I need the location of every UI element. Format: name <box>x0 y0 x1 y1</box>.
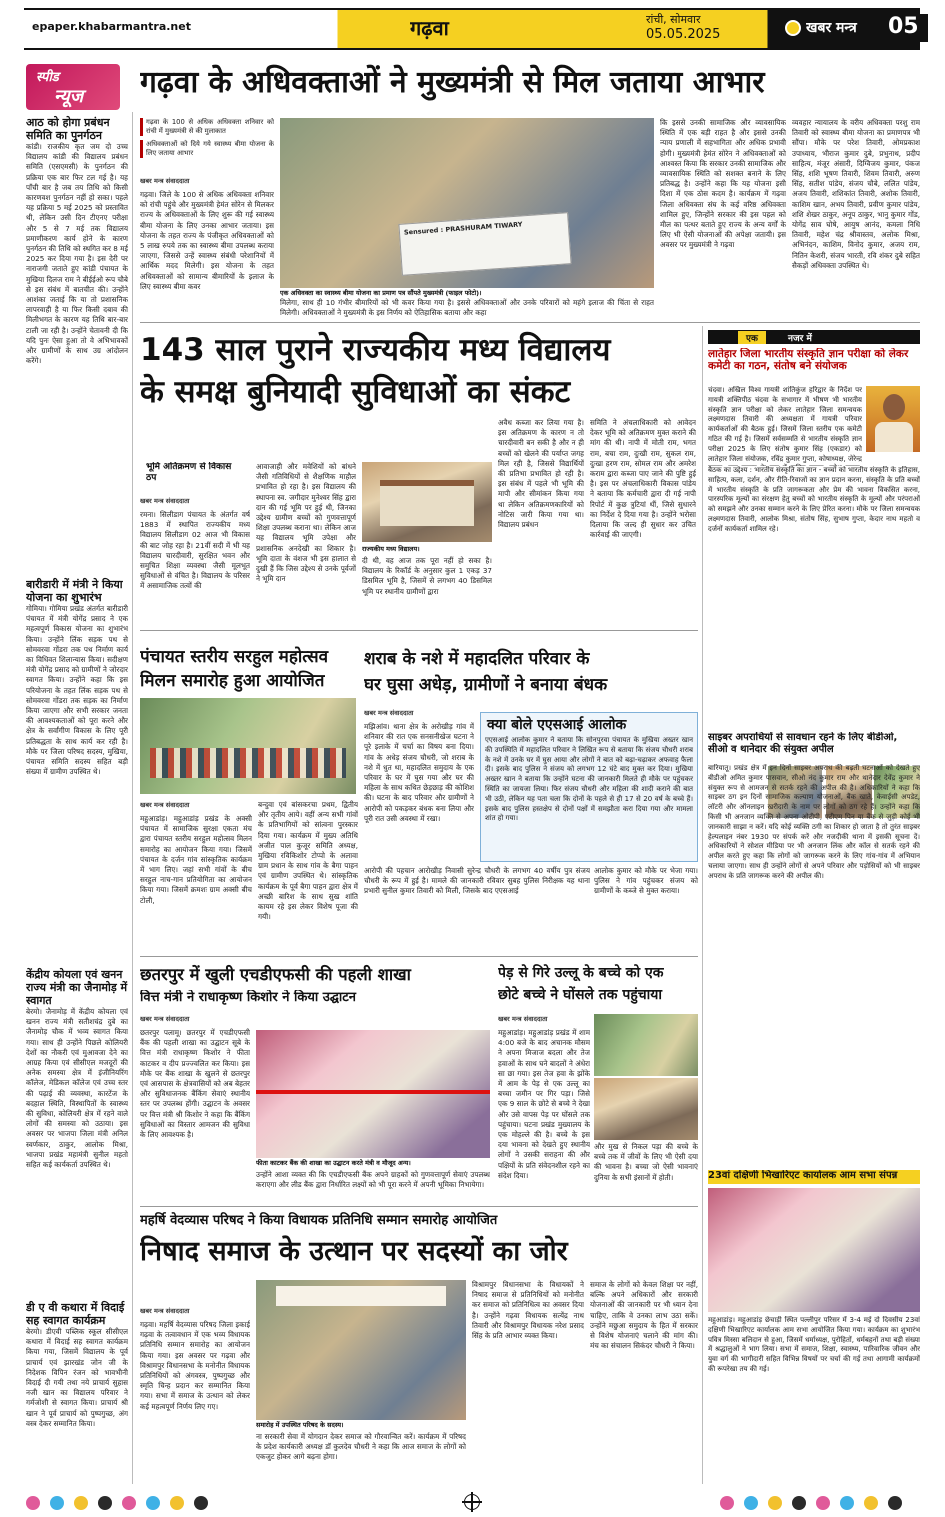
masthead-city-day: रांची, सोमवार <box>646 13 701 26</box>
nishad-kicker: महर्षि वेदव्यास परिषद ने किया विधायक प्रतिनिधि सम्मान समारोह आयोजित <box>140 1213 498 1228</box>
rule-under-hdfc <box>140 1206 698 1207</box>
color-dot <box>768 1496 782 1510</box>
school-building <box>380 480 474 526</box>
owl-headline-1[interactable]: पेड़ से गिरे उल्लू के बच्चे को एक <box>498 965 664 981</box>
color-dots-left <box>26 1496 226 1510</box>
color-dot <box>792 1496 806 1510</box>
color-dot <box>888 1496 902 1510</box>
asi-box-title: क्या बोले एएसआई आलोक <box>487 717 627 733</box>
assembly-photo[interactable] <box>708 1188 920 1312</box>
nishad-byline: खबर मन्त्र संवाददाता <box>140 1307 190 1315</box>
hdfc-byline: खबर मन्त्र संवाददाता <box>140 1015 190 1023</box>
liquor-body: मझिआंव। थाना क्षेत्र के अरोखीड़ गांव में शनिवार की रात एक सनसनीखेज घटना ने पूरे इलाके में चर्चा का विषय बना दिया। गांव के अधेड़ संजय चौधरी, जो शराब के नशे में धुत था, महादलित समुदाय के एक परिवार के घर में घुस गया और घर की महिला के साथ कथित छेड़छाड़ की कोशिश की। घटना के बाद परिवार और ग्रामीणों ने आरोपी को पकड़कर बंधक बना लिया और पूरी रात उसी अवस्था में रखा। <box>364 722 474 823</box>
asi-statement-box <box>480 712 698 862</box>
owl-photo-2[interactable] <box>594 1078 698 1140</box>
speed-news-logo <box>26 64 120 110</box>
portrait-head <box>883 394 905 420</box>
school-headline-1[interactable]: 143 साल पुराने राज्यकीय मध्य विद्यालय <box>140 332 611 368</box>
sarhul-byline: खबर मन्त्र संवाददाता <box>140 801 190 809</box>
school-photo-caption: राज्यकीय मध्य विद्यालय। <box>362 544 492 554</box>
owl-photo-1[interactable] <box>594 1014 698 1076</box>
sarhul-body: महुआडांड़। महुआडांड़ प्रखंड के अक्सी पंचायत में सामाजिक सुरक्षा एकता मंच द्वारा पंचायत स्तरीय सरहुल महोत्सव मिलन समारोह का आयोजन किया गया। जिसमें पंचायत के दर्जन गांव सांस्कृतिक कार्यक्रम में भाग लिए। जहां सभी गांवों के बीच सरहुल नाच-गान प्रतियोगिता का आयोजन किया गया। जिसमें क्रमशः ग्राम अक्सी बीच टोली, <box>140 814 252 905</box>
school-photo[interactable] <box>362 462 492 542</box>
school-subheading: भूमि अतिक्रमण से विकास ठप <box>146 462 232 483</box>
masthead-date: 05.05.2025 <box>646 27 721 42</box>
portrait-body <box>875 422 913 452</box>
color-dot <box>194 1496 208 1510</box>
sarhul-headline-2[interactable]: मिलन समारोह हुआ आयोजित <box>140 671 325 691</box>
color-dot <box>74 1496 88 1510</box>
liquor-body-2: आरोपी की पहचान आरोखीड़ निवासी सुरेन्द्र चौधरी के लगभग 40 वर्षीय पुत्र संजय चौधरी के रूप में हुई है। मामले की जानकारी रविवार सुबह पुलिस निरीक्षक यह थाना प्रभारी सुनील कुमार तिवारी को मिली, जिसके बाद एएसआई <box>364 866 590 896</box>
hdfc-under-photo: उन्होंने आशा व्यक्त की कि एचडीएफसी बैंक अपने ग्राहकों को गुणवत्तापूर्ण सेवाएं उपलब्ध कराएगा और लीड बैंक द्वारा निर्धारित लक्ष्यों को भी पूरा करने में अपनी भूमिका निभायेगा। <box>256 1170 490 1190</box>
color-dot <box>744 1496 758 1510</box>
nishad-col-3: विश्रामपुर विधानसभा के विधायकों ने निषाद समाज से प्रतिनिधियों को मनोनीत कर समाज को प्रतिनिधित्व का अवसर दिया है। उन्होंने गढ़वा विधायक सत्येंद्र नाथ तिवारी और विश्रामपुर विधायक नरेश प्रसाद सिंह के प्रति आभार व्यक्त किया। <box>472 1280 584 1341</box>
page-number: 05 <box>888 14 928 42</box>
rule-under-liquor <box>140 956 698 957</box>
owl-col-2: और मुख से निकल पड़ा की बच्चे के बच्चे तक में जीवों के लिए भी ऐसी दया की भावना है। बच्चा जो ऐसी भावनाएं दुनिया के सभी इंसानों में होती। <box>594 1142 698 1182</box>
dancers <box>150 748 346 778</box>
top-story-photo[interactable] <box>280 118 654 288</box>
banner <box>276 1286 446 1306</box>
masthead-url[interactable]: epaper.khabarmantra.net <box>32 20 191 33</box>
ek-nazar-right: नजर में <box>788 334 812 344</box>
sidebar-text-3: बेरमो। जैनामोड़ में केंद्रीय कोयला एवं खनन राज्य मंत्री सतीशचंद्र दुबे का जैनामोड़ चौक में भव्य स्वागत किया गया। साथ ही उन्होंने पिछले कोलियरी देशों का नौकरी एवं मुआवजा देने का आग्रह किया एवं सीसीएल मजदूरों की अनेक समस्या क्षेत्र में इंजीनियरिंग कॉलेज, मेडिकल कॉलेज एवं उच्च स्तर की पढ़ाई की व्यवस्था, कारटेंज के बदहाल स्थिति, विस्थापितों के स्वास्थ्य की सुविधा, कोलियरी क्षेत्र में रहने वाले लोगों की समस्या को उठाया। इस अवसर पर भाजपा जिला मंत्री अनिल स्वर्णकार, ठाकुर, आलोक मिश्रा, भाजपा प्रखंड महामंत्री सुनील महतो सहित कई कार्यकर्ता उपस्थित थे। <box>26 1007 128 1170</box>
ek-nazar-text-2: बारियातू। प्रखंड क्षेत्र में इन दिनों साइबर अपराध की बढ़ती घटनाओं को देखते हुए बीडीओ अमित कुमार पासवान, सीओ नंद कुमार राम और थानेदार देवेंद्र कुमार ने संयुक्त रूप से आमजन से सतर्क रहने की अपील की है। अधिकारियों ने कहा कि साइबर ठग इन दिनों सामाजिक कल्याण योजनाओं, बैंक खाते, केवाईसी अपडेट, लॉटरी और ऑनलाइन खरीदारी के नाम पर लोगों को ठग रहे हैं। उन्होंने कहा कि किसी भी अनजान व्यक्ति से अपना ओटीपी, एटीएम पिन या बैंक से जुड़ी कोई भी जानकारी साझा न करें। यदि कोई व्यक्ति ठगी का शिकार हो जाता है तो तुरंत साइबर हेल्पलाइन नंबर 1930 पर संपर्क करें और नजदीकी थाना में इसकी सूचना दें। अधिकारियों ने सोशल मीडिया पर भी अनजान लिंक और कॉल से सतर्क रहने की अपील करते हुए कहा कि लोगों को जागरूक करने के लिए गांव-गांव में अभियान चलाया जाएगा। साथ ही उन्होंने लोगों से अपने परिवार और पड़ोसियों को भी साइबर अपराध के प्रति जागरूक करने की अपील की। <box>708 764 920 880</box>
ek-nazar-text-1: चंदवा। अखिल विश्व गायत्री शांतिकुंज हरिद्वार के निर्देश पर गायत्री शक्तिपीठ चंदवा के सभागार में भीषण भी भारतीय संस्कृति ज्ञान परीक्षा को लेकर लातेहार जिला समन्वयक लक्ष्मणदास तिवारी की अध्यक्षता में गायत्री परिवार कार्यकर्ताओं की बैठक हुई। जिसमें जिला स्तरीय एक कमेटी गठित की गई है। जिसमें सर्वसम्मति से भारतीय संस्कृति ज्ञान परीक्षा 2025 के लिए संतोष कुमार सिंह (एकडार) को लातेहार जिला संयोजक, रविंद्र कुमार गुप्ता, कोषाध्यक्ष, जेरेन्द्र <box>708 386 862 463</box>
ek-nazar-text-3: महुआडांड़। महुआडांड़ छेचाड़ी स्थित पल्लीपुर परिसर में 3-4 मई दो दिवसीय 23वां दक्षिणी भिखारिएट कार्यालक आम सभा आयोजित किया गया। कार्यक्रम का शुभारंभ पवित्र मिस्सा बलिदान से हुआ, जिसमें धर्माध्यक्ष, पुरोहितों, धर्मबहनों तथा बड़ी संख्या में श्रद्धालुओं ने भाग लिया। सभा में समाज, शिक्षा, स्वास्थ्य, पारिवारिक जीवन और युवा वर्ग की भागीदारी सहित विभिन्न विषयों पर चर्चा की गई तथा आगामी कार्यक्रमों की रूपरेखा तय की गई। <box>708 1316 920 1373</box>
nishad-photo[interactable] <box>256 1280 466 1420</box>
top-bullet-1: गढ़वा के 100 से अधिक अधिवक्ता शनिवार को रांची में मुख्यमंत्री से की मुलाकात <box>140 118 274 136</box>
color-dot <box>26 1496 40 1510</box>
sidebar-text-2: गोमिया। गोमिया प्रखंड अंतर्गत बारीडारी पंचायत में मंत्री योगेंद्र प्रसाद ने एक महत्वपूर्ण विकास योजना का शुभारंभ किया। उन्होंने लिंक सड़क पथ से सोमवरवा गोंडरा तक पथ निर्माण कार्य का विधिवत शिलान्यास किया। सदीक्षण मंत्री योगेंद्र प्रसाद को ग्रामीणों ने जोरदार स्वागत किया। उन्होंने कहा कि इस परियोजना के तहत लिंक सड़क पथ से सोमवरवा गोंडरा तक सड़क का निर्माण किया जाएगा और सभी सरकार जनता की आवश्यकताओं को पूरा करने और क्षेत्र के सर्वांगीण विकास के लिए पूरी प्रतिबद्धता के साथ कार्य कर रही है। मौके पर जिला परिषद सदस्य, मुखिया, पंचायत समिति सदस्य सहित बड़ी संख्या में ग्रामीण उपस्थित थे। <box>26 604 128 777</box>
nishad-photo-caption: समारोह में उपस्थित परिषद के सदस्य। <box>256 1420 466 1430</box>
color-dot <box>146 1496 160 1510</box>
section-title: गढ़वा <box>410 16 449 40</box>
school-col-2: आवाजाही और मवेशियों को बांधने जैसी गतिविधियों से शैक्षणिक माहौल प्रभावित हो रहा है। इस विद्यालय की स्थापना स्व. जगीदार मुनेश्वर सिंह द्वारा दान की गई भूमि पर हुई थी, जिनका उद्देश्य ग्रामीण बच्चों को गुणवत्तापूर्ण शिक्षा उपलब्ध कराना था। लेकिन आज यह विद्यालय भूमि उपेक्षा और प्रशासनिक अनदेखी का शिकार है। भूमि दाता के वंशज भी इस हालात से दुखी हैं कि जिस उद्देश्य से उनके पूर्वजों ने भूमि दान <box>256 462 356 584</box>
owl-body: महुआडांड़। महुआडांड़ प्रखंड में शाम 4:00 बजे के बाद अचानक मौसम ने अपना मिजाज बदला और तेज हवाओं के साथ घने बादलों ने अंधेरा सा छा गया। इस तेज हवा के झोंके में आम के पेड़ से एक उल्लू का बच्चा जमीन पर गिर पड़ा। जिसे एक 9 साल के छोटे से बच्चे ने देखा और उसे वापस पेड़ पर घोंसले तक पहुंचाया। घटना प्रखंड मुख्यालय के एक मोहल्ले की है। बच्चे के इस दया भावना को देखते हुए स्थानीय लोगों ने उसकी सराहना की और पक्षियों के प्रति संवेदनशील रहने का संदेश दिया। <box>498 1028 590 1180</box>
nishad-col-1: गढ़वा। महर्षि वेदव्यास परिषद जिला इकाई गढ़वा के तत्वावधान में एक भव्य विधायक प्रतिनिधि सम्मान समारोह का आयोजन किया गया। इस अवसर पर गढ़वा और विश्रामपुर विधानसभा के मनोनीत विधायक प्रतिनिधियों को अंगवस्त्र, पुष्पगुच्छ और स्मृति चिन्ह प्रदान कर सम्मानित किया गया। सभा में समाज के उत्थान को लेकर कई महत्वपूर्ण निर्णय लिए गए। <box>140 1320 250 1411</box>
sidebar-headline-2[interactable]: बारीडारी में मंत्री ने किया योजना का शुभारंभ <box>26 578 123 604</box>
sarhul-headline-1[interactable]: पंचायत स्तरीय सरहुल महोत्सव <box>140 647 329 667</box>
sarhul-photo[interactable] <box>140 698 356 794</box>
ek-nazar-text-1b: बैठक का उद्देश्य : भारतीय संस्कृति का ज्ञान - बच्चों को भारतीय संस्कृति के इतिहास, साहित्य, कला, दर्शन, और रीति-रिवाजों का ज्ञान प्रदान करना, संस्कृति के प्रति बच्चों में भारतीय संस्कृति के प्रति जागरूकता और प्रेम की भावना विकसित करना, पारस्परिक मूल्यों का संरक्षण हेतु बच्चों को भारतीय संस्कृति के मूल्यों और परंपराओं को समझने और उनका सम्मान करने के लिए प्रेरित करना। मौके पर जिला समन्वयक लक्ष्मणदास तिवारी, आलोक मिश्रा, संतोष सिंह, सुभाष गुप्ता, केदार नाथ महतो व दर्जनों कार्यकर्ता शामिल रहे। <box>708 466 920 533</box>
owl-byline: खबर मन्त्र संवाददाता <box>498 1015 548 1023</box>
hdfc-subheading: वित्त मंत्री ने राधाकृष्ण किशोर ने किया उद्घाटन <box>140 990 357 1005</box>
footer-registration-marks <box>0 1490 945 1517</box>
nishad-col-4: समाज के लोगों को केवल शिक्षा पर नहीं, बल्कि अपने अधिकारों और सरकारी योजनाओं की जानकारी पर भी ध्यान देना चाहिए, ताकि वे उनका लाभ उठा सकें। उन्होंने मछुआ समुदाय के हित में सरकार से विशेष योजनाएं चलाने की मांग की। मंच का संचालन सिकंदर चौधरी ने किया। <box>590 1280 698 1351</box>
hdfc-headline[interactable]: छतरपुर में खुली एचडीएफसी की पहली शाखा <box>140 965 411 984</box>
owl-headline-2[interactable]: छोटे बच्चे ने घोंसले तक पहुंचाया <box>498 987 663 1003</box>
school-byline: खबर मन्त्र संवाददाता <box>140 497 190 505</box>
asi-box-text: एएसआई आलोक कुमार ने बताया कि सोनपुरवा पंचायत के मुखिया अख्तर खान की उपस्थिति में महादलित परिवार ने लिखित रूप से बताया कि संजय चौधरी शराब के नशे में उनके घर में घुस आया और लोगों ने बात को बढ़ा-चढ़ाकर अफवाह फैला दी। इसके बाद पुलिस ने संजय को लगभग 12 घंटे बाद मुक्त कर दिया। मुखिया अख्तर खान ने बताया कि उन्होंने घटना की जानकारी मिलते ही मौके पर पहुंचकर स्थिति का जायजा लिया। फिर संजय चौधरी और महिला की शादी कराने की बात भी उठी, लेकिन यह पता चला कि दोनों के पहले से ही 17 से 20 वर्ष के बच्चे हैं। इसके बाद पुलिस हस्तक्षेप से दोनों पक्षों में समझौता करा दिया गया और मामला शांत हो गया। <box>485 736 693 823</box>
top-col-3: कि इससे उनकी सामाजिक और व्यावसायिक स्थिति में एक बड़ी राहत है और इससे उनकी न्याय प्रणाली में सहभागिता और अधिक प्रभावी होगी। मुख्यमंत्री हेमंत सोरेन ने अधिवक्ताओं को आश्वस्त किया कि सरकार उनकी सामाजिक और व्यावसायिक स्थिति को सशक्त बनाने के लिए प्रतिबद्ध है। उन्होंने कहा कि यह योजना इसी दिशा में एक ठोस कदम है। कार्यक्रम में गढ़वा जिला अधिवक्ता संघ के कई वरिष्ठ अधिवक्ता शामिल हुए, जिन्होंने सरकार की इस पहल को मील का पत्थर बताते हुए राज्य के अन्य वर्गों के लिए भी ऐसी योजनाओं की अपेक्षा जतायी। इस अवसर पर मुख्यमंत्री ने गढ़वा <box>660 118 786 250</box>
liquor-col-4: आलोक कुमार को मौके पर भेजा गया। पुलिस ने गांव पहुंचकर संजय को ग्रामीणों के कब्जे से मुक्त कराया। <box>594 866 698 896</box>
ek-nazar-tag <box>708 330 920 344</box>
insurance-card <box>398 212 571 276</box>
color-dots-right <box>720 1496 920 1510</box>
brand-name: खबर मन्त्र <box>806 20 857 36</box>
color-dot <box>98 1496 112 1510</box>
sidebar-text-4: बेरमो। डीएवी पब्लिक स्कूल सीसीएल कथारा में विदाई सह स्वागत कार्यक्रम किया गया, जिसमें विद्यालय के पूर्व प्राचार्य एवं झारखंड जोन जी के निदेशक विपिन रंजन को भावभीनी विदाई दी गयी तथा नये प्राचार्य सुहास नजी खान का विद्यालय परिवार ने गर्मजोशी से स्वागत किया। प्राचार्य श्री खान ने पूर्व प्राचार्य को पुष्पगुच्छ, अंग वस्त्र देकर सम्मानित किया। <box>26 1327 128 1428</box>
ek-nazar-left: एक <box>738 331 766 344</box>
liquor-byline: खबर मन्त्र संवाददाता <box>364 709 414 717</box>
brand-logo-icon <box>785 20 801 36</box>
top-photo-caption: एक अधिवक्ता का स्वास्थ्य बीमा योजना का प्रमाण पत्र सौंपते मुख्यमंत्री (फाइल फोटो)। <box>280 288 654 298</box>
ek-nazar-headline-3[interactable]: 23वां दक्षिणी भिखारिएट कार्यालक आम सभा संपन्न <box>708 1170 920 1184</box>
sidebar-headline-3[interactable]: केंद्रीय कोयला एवं खनन राज्य मंत्री का जैनामोड़ में स्वागत <box>26 968 128 1007</box>
nishad-headline[interactable]: निषाद समाज के उत्थान पर सदस्यों का जोर <box>140 1236 568 1267</box>
top-col-4: व्यवहार न्यायालय के वरीय अधिवक्ता परशु राम तिवारी को स्वास्थ्य बीमा योजना का प्रमाणपत्र भी सौंपा। मौके पर परेश तिवारी, ओमप्रकाश उपाध्याय, भीराज कुमार दुबे, प्रभुनाथ, प्रदीप साहित्य, मंजूर अंसारी, दिग्विजय कुमार, पंकज सिंह, शशि भूषण तिवारी, शिवम तिवारी, अरुण सिंह, सतीश पांडेय, संजय चौबे, ललित पांडेय, अजय तिवारी, शशिकांत तिवारी, अशोक तिवारी, काशिम खान, अभय तिवारी, प्रवीण कुमार पांडेय, शशि शेखर ठाकुर, अनूप ठाकुर, भानु कुमार गोंड, योगेंद्र साव घोषे, आयुष आनंद, कमला निधि तिवारी, महेश चंद्र श्रीवास्तव, अलोक मिश्रा, अभिनंदन, काशिम, विनोद कुमार, अजय राम, नितिन केशरी, संजय भारती, रवि शंकर दुबे सहित सैकड़ों अधिवक्ता उपस्थित थे। <box>792 118 920 270</box>
left-sidebar <box>26 112 128 1484</box>
school-under-photo: दी थी, वह आज तक पूरा नहीं हो सका है। विद्यालय के रिकॉर्ड के अनुसार कुल 1 एकड़ 37 डिसमिल भूमि है, जिसमें से लगभग 40 डिसमिल भूमि पर स्थानीय ग्रामीणों द्वारा <box>362 556 492 596</box>
ribbon <box>256 1090 490 1094</box>
school-headline-2[interactable]: के समक्ष बुनियादी सुविधाओं का संकट <box>140 374 571 410</box>
sidebar-headline-1[interactable]: आठ को होगा प्रबंधन समिति का पुनर्गठन <box>26 116 110 142</box>
color-dot <box>840 1496 854 1510</box>
right-column-divider <box>702 326 703 1484</box>
rule-under-top <box>140 322 920 323</box>
color-dot <box>864 1496 878 1510</box>
speed-news-line1: स्पीड <box>36 70 59 85</box>
color-dot <box>122 1496 136 1510</box>
hdfc-photo-caption: फीता काटकर बैंक की शाखा का उद्घाटन करते मंत्री व मौजूद अन्य। <box>256 1158 490 1168</box>
sidebar-divider <box>132 112 133 1484</box>
school-col-4: समिति ने अंचलाधिकारी को आवेदन देकर भूमि को अतिक्रमण मुक्त कराने की मांग की थी। नापी में मोती राम, भगत राम, बचा राम, दुःखी राम, सुकल राम, दुःखा हरण राम, सोमल राम और अमरेश कराम द्वारा कब्जा पाए जाने की पुष्टि हुई है। इस पर अंचलाधिकारी विकास पांडेय ने बताया कि कर्मचारी द्वारा दी गई नापी रिपोर्ट में कुछ त्रुटियां थीं, जिसे सुधारने का निर्देश दे दिया गया है। उन्होंने भरोसा दिलाया कि जल्द ही सुधार कर उचित कार्रवाई की जाएगी। <box>590 418 696 540</box>
sarhul-col-2: बन्दुवा एवं बांसकरचा प्रथम, द्वितीय और तृतीय आये। वहीं अन्य सभी गांवों के प्रतिभागियों को सांत्वना पुरस्कार दिया गया। कार्यक्रम में मुख्य अतिथि अजीत पाल कुजूर समिति अध्यक्ष, मुखिया रविकिशोर टोप्पो के अलावा ग्राम प्रधान के साथ गांव के बैगा पाहन एवं ग्रामीण उपस्थित थे। सांस्कृतिक कार्यक्रम के पूर्व बैगा पाहन द्वारा क्षेत्र में अच्छी बारिश के साथ सुख शांति कायम रहे इस लेकर विशेष पूजा की गयी। <box>258 800 358 922</box>
ek-nazar-portrait <box>866 386 920 452</box>
top-under-photo: मिलेगा, साथ ही 10 गंभीर बीमारियों को भी कवर किया गया है। इससे अधिवक्ताओं और उनके परिवारों को महंगे इलाज की चिंता से राहत मिलेगी। अधिवक्ताओं ने मुख्यमंत्री के इस निर्णय को ऐतिहासिक बताया और कहा <box>280 298 654 317</box>
ek-nazar-headline-2[interactable]: साइबर अपराधियों से सावधान रहने के लिए बीडीओ, सीओ व थानेदार की संयुक्त अपील <box>708 732 898 755</box>
masthead <box>0 0 945 56</box>
liquor-headline-2[interactable]: घर घुसा अधेड़, ग्रामीणों ने बनाया बंधक <box>364 675 608 695</box>
school-col-1: रमना। सिलीडाग पंचायत के अंतर्गत वर्ष 1883 में स्थापित राज्यकीय मध्य विद्यालय सिलीडाग 02 आज भी विकास की बाट जोह रहा है। 21वीं सदी में भी यह विद्यालय चारदीवारी, सुरक्षित भवन और समुचित शिक्षा व्यवस्था जैसी मूलभूत सुविधाओं से वंचित है। विद्यालय के परिसर में असामाजिक तत्वों की <box>140 510 250 591</box>
hdfc-photo[interactable] <box>256 1030 490 1158</box>
top-bullet-2: अधिवक्ताओं को दिये गये स्वास्थ्य बीमा योजना के लिए जताया आभार <box>140 140 274 158</box>
color-dot <box>170 1496 184 1510</box>
insurance-card-text: Sensured : PRASHURAM TIWARY <box>403 220 523 237</box>
liquor-headline-1[interactable]: शराब के नशे में महादलित परिवार के <box>364 649 590 669</box>
speed-news-line2: न्यूज <box>54 86 84 107</box>
top-story-bullets <box>140 118 274 174</box>
ek-nazar-headline-1[interactable]: लातेहार जिला भारतीय संस्कृति ज्ञान परीक्षा को लेकर कमेटी का गठन, संतोष बने संयोजक <box>708 348 909 372</box>
hdfc-col-1: छतरपुर पलामू। छतरपुर में एचडीएफसी बैंक की पहली शाखा का उद्घाटन सूबे के वित्त मंत्री राधाकृष्ण किशोर ने फीता काटकर व दीप प्रज्ज्वलित कर किया। इस मौके पर बैंक शाखा के खुलने से छतरपुर एवं आसपास के क्षेत्रवासियों को अब बेहतर और सुविधाजनक बैंकिंग सेवाएं स्थानीय स्तर पर उपलब्ध होंगी। उद्घाटन के अवसर पर वित्त मंत्री श्री किशोर ने कहा कि बैंकिंग सुविधाओं का विस्तार आमजन की सुविधा के लिए आवश्यक है। <box>140 1028 250 1140</box>
rule-under-school <box>140 630 698 631</box>
school-col-3: अवैध कब्जा कर लिया गया है। इस अतिक्रमण के कारण न तो चारदीवारी बन सकी है और न ही बच्चों को खेलने की पर्याप्त जगह मिल रही है, जिससे विद्यार्थियों की प्रतिभा प्रभावित हो रही है। इस संबंध में पहले भी भूमि की मापी और सीमांकन किया गया था लेकिन अतिक्रमणकारियों को नोटिस जारी किया गया था। विद्यालय प्रबंधन <box>498 418 584 530</box>
sidebar-text-1: कांडी। राजकीय कृत जम दो उच्च विद्यालय कांडी की विद्यालय प्रबंधन समिति (एसएमसी) के पुनर्गठन की प्रक्रिया एक बार फिर टल गई है। यह पाँची बार है जब तय तिथि को किसी कारणवश पुनर्गठन नहीं हो सका। पहले यह प्रक्रिया 5 मई 2025 को प्रस्तावित थी, लेकिन उसी दिन टीएनए परीक्षा और 5 से 7 मई तक विद्यालय प्रमाणीकरण कार्य होने के कारण पुनर्गठन की तिथि को स्थगित कर 8 मई 2025 कर दिया गया है। इस देरी पर नाराजगी जताते हुए कांडी पंचायत के मुखिया दिलज राम ने बीईईओ रूप चौबे से इस संबंध में बातचीत की। उन्होंने आशंका जताई कि या तो प्रशासनिक लापरवाही है या फिर किसी दबाव की मिलीभगत के कारण यह तिथि बार-बार टाली जा रही है। उन्होंने चेतावनी दी कि यदि पुनः ऐसा हुआ तो वे अभिभावकों और ग्रामीणों के साथ उग्र आंदोलन करेंगे। <box>26 142 128 366</box>
color-dot <box>816 1496 830 1510</box>
top-body-1: गढ़वा। जिले के 100 से अधिक अधिवक्ता शनिवार को रांची पहुंचे और मुख्यमंत्री हेमंत सोरेन से मिलकर राज्य के अधिवक्ताओं के लिए शुरू की गई स्वास्थ्य बीमा योजना के लिए उनका आभार जताया। इस योजना के तहत राज्य के पंजीकृत अधिवक्ताओं को 5 लाख रुपये तक का स्वास्थ्य बीमा उपलब्ध कराया जाएगा, जिससे उन्हें स्वास्थ्य संबंधी परेशानियों में आर्थिक मदद मिलेगी। इस योजना के तहत अधिवक्ताओं को सामान्य बीमारियों के इलाज के लिए स्वास्थ्य बीमा कवर <box>140 190 274 291</box>
top-headline[interactable]: गढ़वा के अधिवक्ताओं ने मुख्यमंत्री से मिल जताया आभार <box>140 65 765 100</box>
color-dot <box>50 1496 64 1510</box>
color-dot <box>720 1496 734 1510</box>
nishad-under-photo: ना सरकारी सेवा में योगदान देकर समाज को गौरवान्वित करें। कार्यक्रम में परिषद के प्रदेश कार्यकारी अध्यक्ष डॉ कुलदेव चौधरी ने कहा कि आज समाज के लोगों को एकजुट होकर आगे बढ़ना होगा। <box>256 1432 466 1462</box>
sidebar-headline-4[interactable]: डी ए वी कथारा में विदाई सह स्वागत कार्यक्रम <box>26 1301 125 1327</box>
crosshair-icon <box>464 1494 480 1510</box>
top-byline: खबर मन्त्र संवाददाता <box>140 177 190 185</box>
